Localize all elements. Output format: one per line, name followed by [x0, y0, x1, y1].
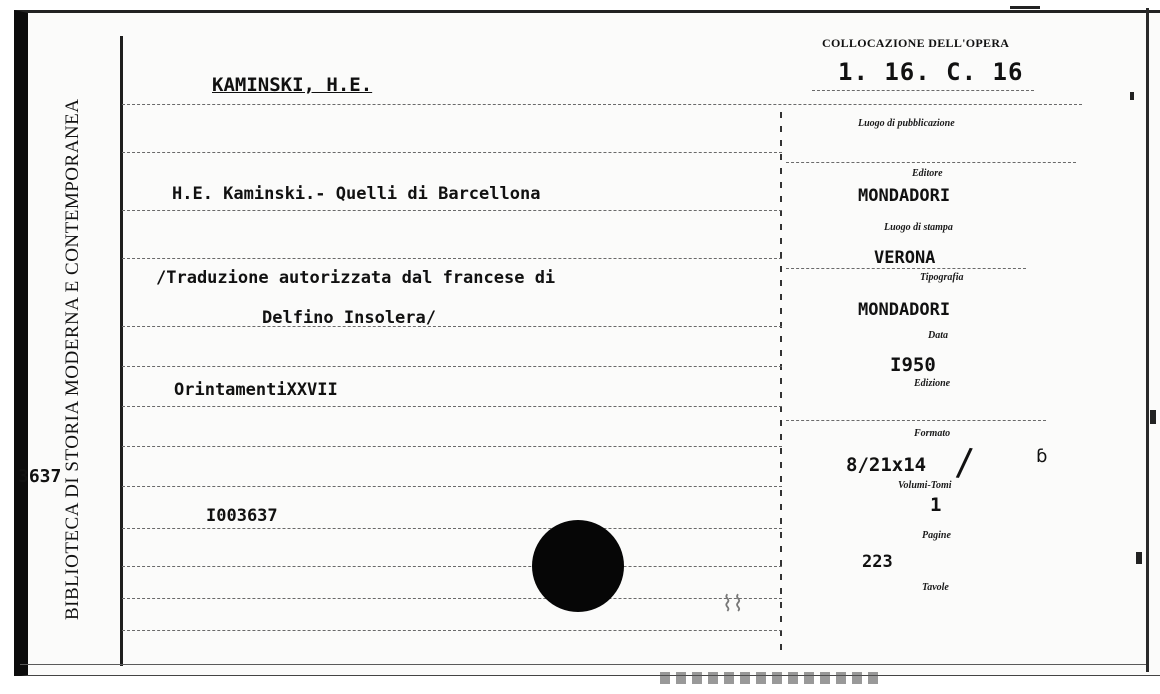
series-line: OrintamentiXXVII: [174, 380, 338, 400]
tipografia-value: MONDADORI: [858, 300, 951, 320]
luogo-stampa-label: Luogo di stampa: [884, 222, 953, 233]
ruled-line: [122, 630, 782, 631]
ink-stamp-dot: [532, 520, 624, 612]
editore-label: Editore: [912, 168, 943, 179]
ink-speck: [1150, 410, 1156, 424]
ruled-line-right: [786, 420, 1046, 421]
tavole-label: Tavole: [922, 582, 949, 593]
ruled-line: [122, 326, 782, 327]
pencil-scribble-icon: ⌇⌇: [722, 592, 744, 617]
ruled-line: [122, 366, 782, 367]
ink-speck: [1136, 552, 1142, 564]
ink-speck: [1010, 6, 1040, 9]
pagine-label: Pagine: [922, 530, 951, 541]
luogo-pubblicazione-label: Luogo di pubblicazione: [858, 118, 955, 129]
ruled-line: [122, 446, 782, 447]
collocazione-underline: [812, 90, 1034, 91]
page-bottom-margin: [0, 676, 1160, 694]
tipografia-label: Tipografia: [920, 272, 964, 283]
data-value: I950: [890, 354, 936, 376]
author-heading: KAMINSKI, H.E.: [212, 74, 373, 96]
slash-mark-icon: /: [955, 439, 974, 485]
bottom-rule: [20, 664, 1146, 665]
volumi-label: Volumi-Tomi: [898, 480, 952, 491]
formato-value: 8/21x14: [846, 454, 927, 476]
side-number: 3637: [18, 466, 62, 487]
bottom-smudge: [660, 672, 880, 684]
ruled-line-right: [786, 162, 1076, 163]
collocazione-value: 1. 16. C. 16: [838, 58, 1024, 86]
luogo-stampa-value: VERONA: [874, 248, 936, 268]
card-right-edge: [1146, 8, 1149, 672]
ruled-line: [122, 486, 782, 487]
ruled-line: [122, 104, 1082, 105]
ink-speck: [1130, 92, 1134, 100]
editore-value: MONDADORI: [858, 186, 951, 206]
ruled-line: [122, 406, 782, 407]
ruled-line: [122, 528, 782, 529]
pencil-mark-icon: ɓ: [1036, 446, 1048, 467]
formato-label: Formato: [914, 428, 951, 439]
edizione-label: Edizione: [914, 378, 951, 389]
volumi-value: 1: [930, 494, 942, 516]
ruled-line: [122, 566, 782, 567]
ruled-line: [122, 152, 782, 153]
field-column-divider: [780, 112, 782, 657]
collocazione-header: COLLOCAZIONE DELL'OPERA: [822, 36, 1010, 50]
ruled-line: [122, 598, 782, 599]
data-label: Data: [928, 330, 948, 341]
inventory-number: I003637: [206, 506, 278, 526]
ruled-line: [122, 258, 782, 259]
translation-line-1: /Traduzione autorizzata dal francese di: [156, 268, 556, 288]
title-line: H.E. Kaminski.- Quelli di Barcellona: [172, 184, 541, 204]
pagine-value: 223: [862, 552, 893, 572]
translation-line-2: Delfino Insolera/: [262, 308, 436, 328]
library-name: BIBLIOTECA DI STORIA MODERNA E CONTEMPORANEA: [62, 98, 83, 620]
left-margin-line: [120, 36, 123, 666]
ruled-line-right: [786, 268, 1026, 269]
ruled-line: [122, 210, 782, 211]
